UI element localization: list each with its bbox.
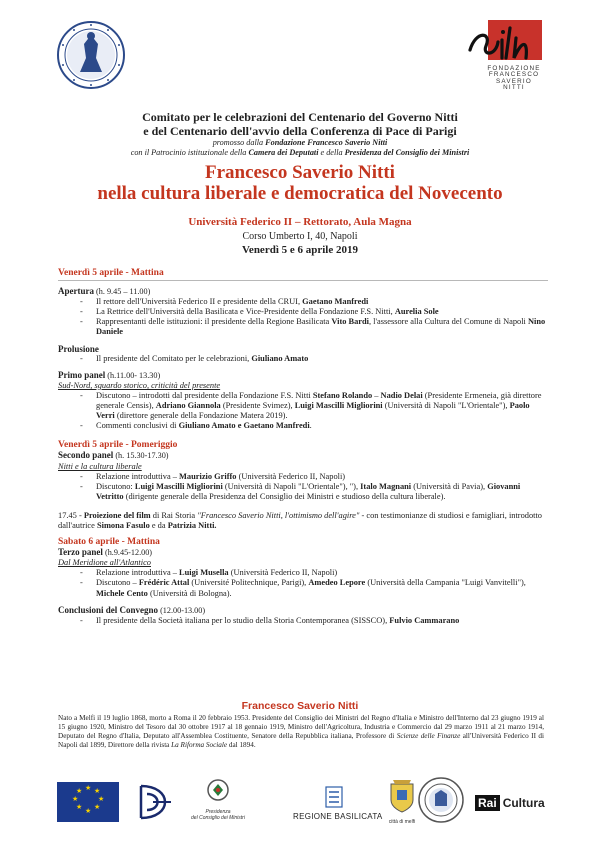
committee-line-2: e del Centenario dell'avvio della Conferenza di Pace di Parigi <box>143 124 457 138</box>
secondo-panel-subtitle: Nitti e la cultura liberale <box>58 461 142 471</box>
melfi-caption: città di melfi <box>388 819 416 825</box>
list-item: - Il presidente della Società italiana per lo studio della Storia Contemporanea (SISSCO), Fulvio Cammarano <box>96 616 548 626</box>
presidenza-caption-1: Presidenza <box>205 809 231 815</box>
event-title-line-1: Francesco Saverio Nitti <box>205 162 395 183</box>
divider <box>58 280 548 281</box>
venue-address: Corso Umberto I, 40, Napoli <box>242 231 358 242</box>
bio-text: Nato a Melfi il 19 luglio 1868, morto a Roma il 20 febbraio 1953. Presidente del Consiglio dei Ministri del Regno d'Italia e Ministro dell'Interno dal 23 giugno 1919 al 15 giugno 1920, Ministro del Tesoro dal 30 ottobre 1917 al 18 gennaio 1919, Ministro dell'Agricoltura, Industria e Commercio dal 29 marzo 1911 al 21 marzo 1914, Deputato del Regno d'Italia, Deputato all'Assemblea Costituente, Senatore della Repubblica italiana, Professore di Scienze delle Finanze all'Università Federico II di Napoli dal 1899, Direttore della rivista La Riforma Sociale dal 1894. <box>58 714 544 749</box>
conclusioni-list <box>58 616 548 626</box>
committee-line-1: Comitato per le celebrazioni del Centenario del Governo Nitti <box>142 110 458 124</box>
section-saturday-morning: Sabato 6 aprile - Mattina <box>58 537 160 548</box>
terzo-panel-list <box>58 568 548 598</box>
list-item: - Discutono – introdotti dal presidente della Fondazione F.S. Nitti Stefano Rolando – Nadio Delai (Presidente Ermeneia, già direttore generale Censis), Adriano Giannola (Presidente Svimez), Luigi Mascilli Migliorini (Università di Napoli "L'Orientale"), Paolo Verri (direttore generale della Fondazione Matera 2019). <box>96 391 548 421</box>
primo-panel-list <box>58 391 548 431</box>
citta-melfi-logo <box>385 778 419 826</box>
secondo-panel-list <box>58 472 548 502</box>
primo-panel-heading: Primo panel (h.11.00- 13.30) <box>58 369 161 380</box>
patronage-presidenza: Presidenza del Consiglio dei Ministri <box>344 148 470 157</box>
patronage-mid: e della <box>318 148 345 157</box>
section-friday-morning: Venerdì 5 aprile - Mattina <box>58 268 164 278</box>
foundation-word: FONDAZIONE <box>487 65 541 72</box>
regione-basilicata-text: REGIONE BASILICATA <box>293 812 383 821</box>
prolusione-list <box>58 354 548 364</box>
list-item: - Relazione introduttiva – Maurizio Griffo (Università Federico II, Napoli) <box>96 472 548 482</box>
list-item: - Relazione introduttiva – Luigi Musella (Università Federico II, Napoli) <box>96 568 548 578</box>
bio-title: Francesco Saverio Nitti <box>241 700 359 712</box>
promo-text: promosso dalla <box>212 138 266 147</box>
eu-flag-logo: ★ ★ ★ ★ ★ ★ ★ ★ <box>57 782 119 822</box>
presidenza-consiglio-logo <box>183 778 253 826</box>
list-item: - Il rettore dell'Università Federico II e presidente della CRUI, Gaetano Manfredi <box>96 297 548 307</box>
list-item: - Commenti conclusivi di Giuliano Amato e Gaetano Manfredi. <box>96 421 548 431</box>
conclusioni-heading: Conclusioni del Convegno (12.00-13.00) <box>58 604 206 615</box>
presidenza-caption-2: del Consiglio dei Ministri <box>191 815 245 821</box>
list-item: - Rappresentanti delle istituzioni: il presidente della Regione Basilicata Vito Bardi, l'assessore alla Cultura del Comune di Napoli Nino Daniele <box>96 317 548 337</box>
rai-cultura-word: Cultura <box>502 796 545 810</box>
camera-deputati-logo <box>133 780 179 824</box>
rai-cultura-logo <box>475 796 545 810</box>
event-title <box>0 162 600 204</box>
program <box>58 268 548 626</box>
section-friday-afternoon: Venerdì 5 aprile - Pomeriggio <box>58 440 178 451</box>
fondazione-nitti-logo <box>466 20 544 98</box>
terzo-panel-subtitle: Dal Meridione all'Atlantico <box>58 558 151 568</box>
prolusione-heading: Prolusione <box>58 343 99 354</box>
apertura-heading: Apertura (h. 9.45 – 11.00) <box>58 286 151 297</box>
event-dates: Venerdì 5 e 6 aprile 2019 <box>242 244 358 256</box>
film-projection: 17.45 - Proiezione del film di Rai Storia "Francesco Saverio Nitti, l'ottimismo dell'agire" - con testimonianze di studiosi e famigliari, introdotto dall'autrice Simona Fasulo e da Patrizia Nitti. <box>58 510 542 530</box>
patronage-text: con il Patrocinio istituzionale della <box>130 148 249 157</box>
secondo-panel-heading: Secondo panel (h. 15.30-17.30) <box>58 450 169 461</box>
foundation-word: FRANCESCO <box>488 71 540 79</box>
committee-heading <box>0 110 600 138</box>
promoted-by <box>0 138 600 158</box>
list-item: - Discutono – Frédéric Attal (Université Politechnique, Parigi), Amedeo Lepore (Università della Campania "Luigi Vanvitelli"), Michele Cento (Università di Bologna). <box>96 578 548 598</box>
promo-foundation: Fondazione Francesco Saverio Nitti <box>265 138 388 147</box>
apertura-list <box>58 297 548 337</box>
foundation-word: NITTI <box>503 84 525 92</box>
list-item: - Discutono: Luigi Mascilli Migliorini (Università di Napoli "L'Orientale"), "), Italo Magnani (Università di Pavia), Giovanni Vetritto (dirigente generale della Presidenza del Consiglio dei Ministri e studioso della cultura liberale). <box>96 482 548 502</box>
foundation-word: SAVERIO <box>496 77 532 85</box>
regione-basilicata-logo <box>293 786 383 821</box>
university-seal-logo <box>56 20 126 90</box>
list-item: - Il presidente del Comitato per le celebrazioni, Giuliano Amato <box>96 354 548 364</box>
venue-name: Università Federico II – Rettorato, Aula Magna <box>188 216 412 228</box>
event-title-line-2: nella cultura liberale e democratica del Novecento <box>97 183 503 204</box>
list-item: - La Rettrice dell'Università della Basilicata e Vice-Presidente della Fondazione F.S. Nitti, Aurelia Sole <box>96 307 548 317</box>
primo-panel-subtitle: Sud-Nord, sguardo storico, criticità del presente <box>58 380 221 390</box>
patronage-camera: Camera dei Deputati <box>248 148 319 157</box>
sponsor-logos <box>55 776 550 826</box>
terzo-panel-heading: Terzo panel (h.9.45-12.00) <box>58 547 153 558</box>
university-seal-bottom-logo <box>417 776 465 824</box>
rai-box: Rai <box>475 795 500 811</box>
